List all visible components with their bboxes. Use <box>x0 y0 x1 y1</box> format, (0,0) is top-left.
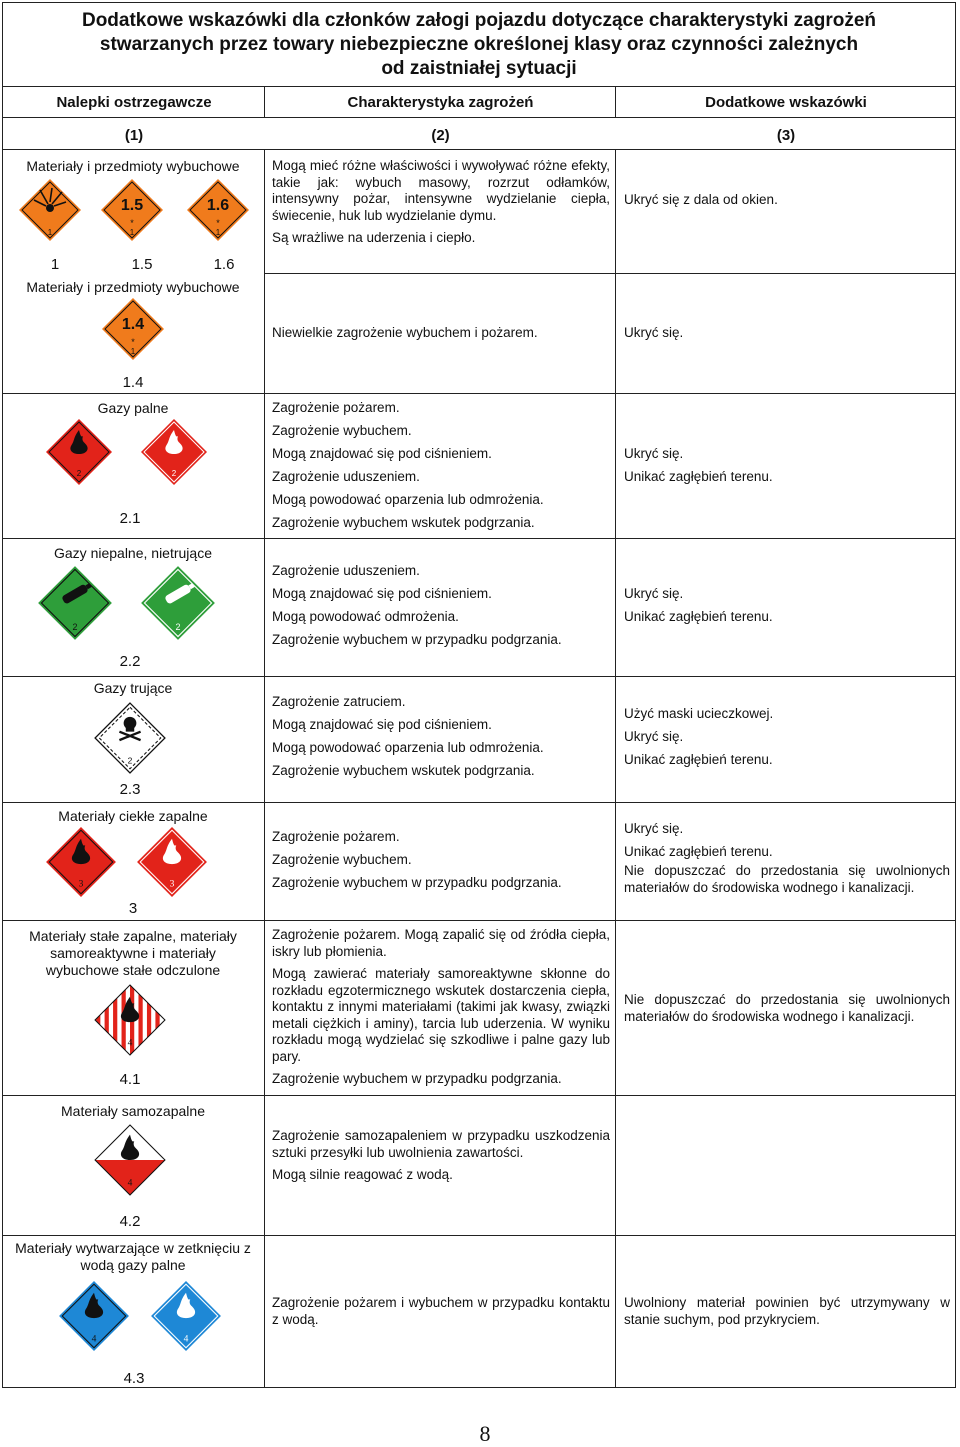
hazard-cell <box>272 825 610 894</box>
hazard-text: Mogą powodować oparzenia lub odmrożenia. <box>272 492 544 507</box>
hazard-text: Zagrożenie zatruciem. <box>272 694 406 709</box>
hazard-text: Zagrożenie pożarem i wybuchem w przypadku kontaktu z wodą. <box>272 1295 610 1327</box>
title-line: stwarzanych przez towary niebezpieczne określonej klasy oraz czynności zależnych <box>99 34 859 55</box>
hazard-text: Mogą powodować oparzenia lub odmrożenia. <box>272 740 544 755</box>
hazard-cell <box>272 396 610 534</box>
flammable-gas-placard <box>140 418 208 486</box>
divider <box>2 1095 956 1096</box>
class-code: 1 <box>50 256 60 273</box>
hazard-text: Mogą znajdować się pod ciśnieniem. <box>272 717 492 732</box>
class-code: 1.6 <box>213 256 235 273</box>
flammable-liquid-placard <box>136 826 208 898</box>
svg-text:2: 2 <box>127 755 133 766</box>
divider <box>2 117 956 118</box>
svg-text:1.4: 1.4 <box>121 316 145 333</box>
explosive-placard-1-6 <box>186 178 250 242</box>
hazard-cell <box>272 927 610 1094</box>
advice-text: Użyć maski ucieczkowej. <box>624 706 774 721</box>
advice-text: Ukryć się. <box>624 446 684 461</box>
hazard-text: Zagrożenie pożarem. <box>272 400 400 415</box>
advice-text: Ukryć się. <box>624 586 684 601</box>
hazard-text: Mogą silnie reagować z wodą. <box>272 1167 453 1182</box>
advice-text: Unikać zagłębień terenu. <box>624 752 773 767</box>
divider <box>2 393 956 394</box>
class-title: Gazy palne <box>97 400 169 416</box>
advice-cell <box>624 442 950 488</box>
svg-text:1.6: 1.6 <box>206 197 230 214</box>
hazard-cell <box>272 321 610 344</box>
header-labels: Nalepki ostrzegawcze <box>56 94 212 111</box>
flammable-gas-placard <box>45 418 113 486</box>
class-code: 1.5 <box>131 256 153 273</box>
class-title: Gazy trujące <box>93 680 173 696</box>
advice-text: Uwolniony materiał powinien być utrzymywany w stanie suchym, pod przykryciem. <box>624 1295 950 1327</box>
hazard-text: Zagrożenie pożarem. <box>272 829 400 844</box>
divider <box>615 86 616 117</box>
hazard-cell <box>272 158 610 253</box>
advice-text: Ukryć się z dala od okien. <box>624 192 778 207</box>
hazard-text: Mogą zawierać materiały samoreaktywne skłonne do rozkładu egzotermicznego wskutek dostarczenia ciepła, kontaktu z innymi materiałami (takimi jak kwasy, związki metali ciężkich i aminy), tarcia lub uderzenia. W wyniku rozkładu mogą wydzielać się szkodliwe i palne gazy lub pary. <box>272 966 610 1064</box>
advice-text: Ukryć się. <box>624 729 684 744</box>
header-advice: Dodatkowe wskazówki <box>705 94 867 111</box>
hazard-text: Zagrożenie wybuchem wskutek podgrzania. <box>272 763 535 778</box>
hazard-text: Mogą powodować odmrożenia. <box>272 609 459 624</box>
divider <box>264 149 265 1388</box>
hazard-cell <box>272 1295 610 1334</box>
class-title: Materiały i przedmioty wybuchowe <box>26 158 240 174</box>
advice-text: Unikać zagłębień terenu. <box>624 844 773 859</box>
svg-text:4: 4 <box>183 1334 189 1345</box>
page-title <box>4 9 954 81</box>
explosive-placard-1-4 <box>101 297 165 361</box>
nonflammable-gas-placard <box>140 565 216 641</box>
svg-text:1: 1 <box>130 347 136 356</box>
advice-text: Ukryć się. <box>624 325 684 340</box>
class-code: 4.3 <box>123 1370 145 1387</box>
column-number: (2) <box>431 127 450 144</box>
svg-text:1: 1 <box>129 228 135 237</box>
class-title: Materiały wytwarzające w zetknięciu z wodą gazy palne <box>15 1240 251 1273</box>
advice-cell <box>624 702 950 771</box>
svg-text:4: 4 <box>127 1038 133 1049</box>
svg-text:*: * <box>130 218 134 228</box>
svg-text:2: 2 <box>175 621 181 632</box>
class-code: 1.4 <box>122 374 144 391</box>
toxic-gas-placard <box>94 702 166 774</box>
advice-cell <box>624 817 950 896</box>
nonflammable-gas-placard <box>37 565 113 641</box>
explosive-placard-1-5 <box>100 178 164 242</box>
hazard-text: Zagrożenie uduszeniem. <box>272 469 420 484</box>
divider <box>2 86 956 87</box>
hazard-cell <box>272 1128 610 1190</box>
hazard-text: Zagrożenie wybuchem. <box>272 423 412 438</box>
explosive-placard-1 <box>18 178 82 242</box>
dangerous-when-wet-placard <box>150 1280 222 1352</box>
class-title: Materiały i przedmioty wybuchowe <box>26 279 240 295</box>
page-number: 8 <box>479 1421 491 1446</box>
svg-text:1: 1 <box>47 228 53 237</box>
class-title: Materiały stałe zapalne, materiały samoreaktywne i materiały wybuchowe stałe odczulone <box>29 928 237 978</box>
divider <box>2 920 956 921</box>
advice-cell <box>624 321 950 344</box>
svg-text:2: 2 <box>72 621 78 632</box>
title-line: Dodatkowe wskazówki dla członków załogi pojazdu dotyczące charakterystyki zagrożeń <box>81 10 876 31</box>
advice-text: Unikać zagłębień terenu. <box>624 469 773 484</box>
advice-cell <box>624 992 950 1025</box>
class-code: 4.2 <box>119 1213 141 1230</box>
class-code: 2.1 <box>119 510 141 527</box>
hazard-text: Zagrożenie wybuchem. <box>272 852 412 867</box>
advice-cell <box>624 1295 950 1328</box>
class-title: Materiały ciekłe zapalne <box>58 808 208 824</box>
hazard-text: Zagrożenie wybuchem w przypadku podgrzania. <box>272 632 562 647</box>
svg-text:2: 2 <box>171 469 177 478</box>
flammable-liquid-placard <box>45 826 117 898</box>
flammable-solid-placard <box>94 984 166 1056</box>
column-number: (1) <box>124 127 144 144</box>
svg-text:3: 3 <box>169 879 175 890</box>
advice-text: Ukryć się. <box>624 821 684 836</box>
hazard-text: Mogą mieć różne właściwości i wywoływać różne efekty, takie jak: wybuch masowy, rozrzut odłamków, intensywny pożar, intensywne wydzielanie ciepła, świecenie, huk lub wydzielanie dymu. <box>272 158 610 223</box>
class-code: 4.1 <box>119 1071 141 1088</box>
hazard-text: Zagrożenie uduszeniem. <box>272 563 420 578</box>
class-code: 2.3 <box>119 781 141 798</box>
divider <box>264 273 956 274</box>
divider <box>2 1235 956 1236</box>
divider <box>2 538 956 539</box>
hazard-cell <box>272 690 610 782</box>
advice-text: Unikać zagłębień terenu. <box>624 609 773 624</box>
class-code: 2.2 <box>119 653 141 670</box>
divider <box>264 86 265 117</box>
advice-text: Nie dopuszczać do przedostania się uwolnionych materiałów do środowiska wodnego i kanalizacji. <box>624 863 950 895</box>
hazard-text: Zagrożenie samozapaleniem w przypadku uszkodzenia sztuki przesyłki lub uwolnienia zawartości. <box>272 1128 610 1160</box>
divider <box>2 676 956 677</box>
class-code: 3 <box>128 900 138 917</box>
advice-text: Nie dopuszczać do przedostania się uwolnionych materiałów do środowiska wodnego i kanalizacji. <box>624 992 950 1024</box>
dangerous-when-wet-placard <box>58 1280 130 1352</box>
hazard-text: Niewielkie zagrożenie wybuchem i pożarem. <box>272 325 538 340</box>
header-hazards: Charakterystyka zagrożeń <box>347 94 534 111</box>
hazard-text: Zagrożenie wybuchem w przypadku podgrzania. <box>272 875 562 890</box>
divider <box>2 802 956 803</box>
hazard-text: Zagrożenie wybuchem w przypadku podgrzania. <box>272 1071 562 1086</box>
hazard-cell <box>272 559 610 651</box>
advice-cell <box>624 188 950 211</box>
svg-text:2: 2 <box>76 469 82 478</box>
class-title: Materiały samozapalne <box>61 1103 205 1119</box>
hazard-text: Są wrażliwe na uderzenia i ciepło. <box>272 230 476 245</box>
advice-cell <box>624 582 950 628</box>
divider <box>615 149 616 1388</box>
hazard-text: Zagrożenie pożarem. Mogą zapalić się od źródła ciepła, iskry lub płomienia. <box>272 927 610 959</box>
hazard-text: Mogą znajdować się pod ciśnieniem. <box>272 446 492 461</box>
hazard-text: Zagrożenie wybuchem wskutek podgrzania. <box>272 515 535 530</box>
class-title: Gazy niepalne, nietrujące <box>54 545 212 561</box>
title-line: od zaistniałej sytuacji <box>381 58 577 79</box>
svg-text:*: * <box>216 218 220 228</box>
svg-text:3: 3 <box>78 879 84 890</box>
svg-text:4: 4 <box>127 1178 133 1189</box>
spontaneously-combustible-placard <box>94 1124 166 1196</box>
divider <box>2 149 956 150</box>
svg-text:*: * <box>131 337 135 347</box>
hazard-text: Mogą znajdować się pod ciśnieniem. <box>272 586 492 601</box>
svg-text:1.5: 1.5 <box>120 197 144 214</box>
svg-text:1: 1 <box>215 228 221 237</box>
svg-text:4: 4 <box>91 1334 97 1345</box>
column-number: (3) <box>776 127 796 144</box>
